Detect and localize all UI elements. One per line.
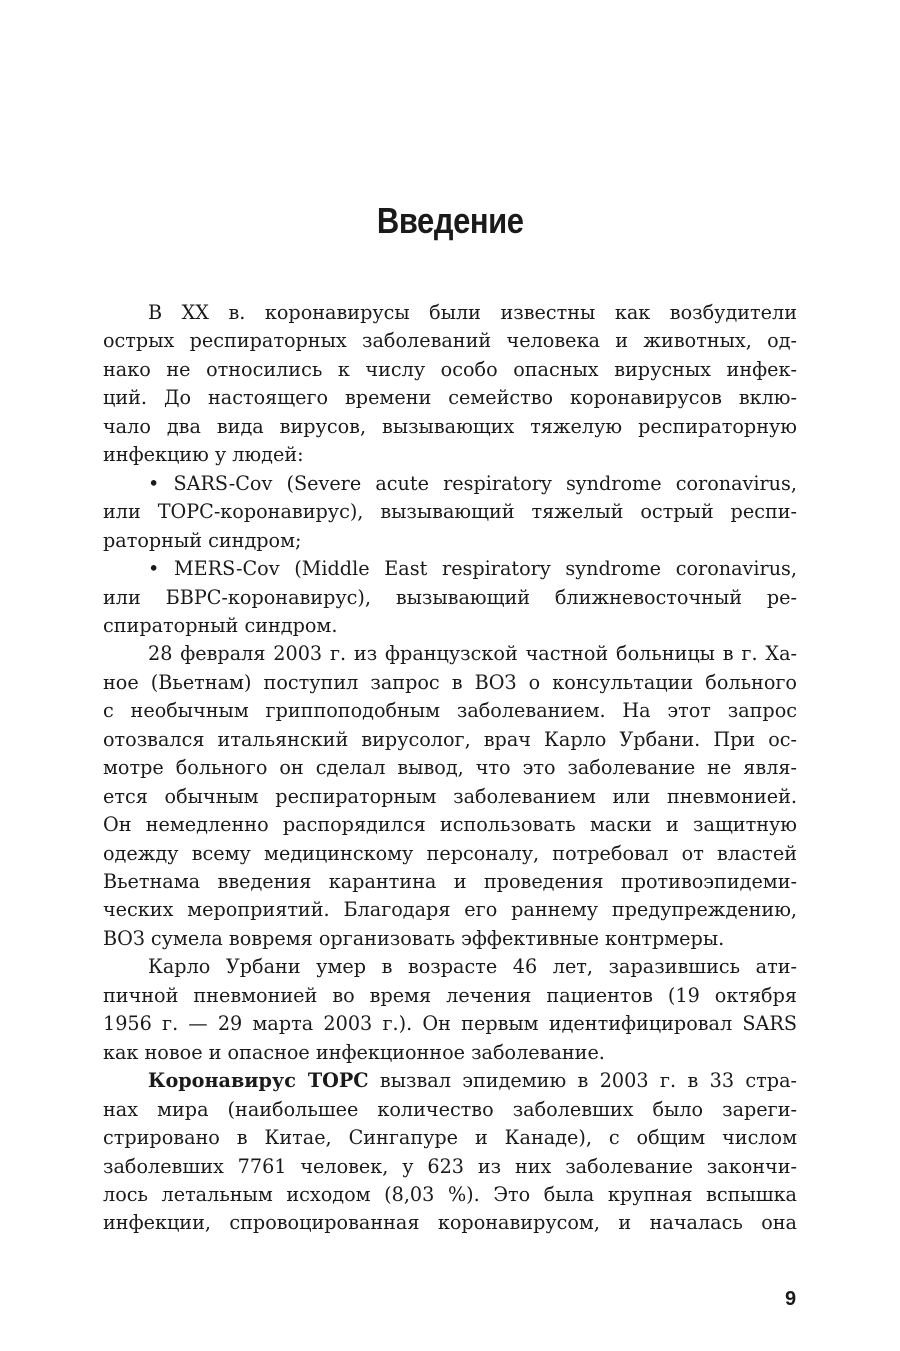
line-text: 28 февраля 2003 г. из французской частной больницы в г. Ха- <box>148 642 797 666</box>
line-text: инфекцию у людей: <box>103 443 304 467</box>
text-line <box>103 982 797 1010</box>
text-line <box>103 726 797 754</box>
line-text: отозвался итальянский вирусолог, врач Карло Урбани. При ос- <box>103 727 797 751</box>
text-line <box>148 953 797 981</box>
line-text: лось летальным исходом (8,03 %). Это была крупная вспышка <box>103 1182 797 1206</box>
line-text: стрировано в Китае, Сингапуре и Канаде), с общим числом <box>103 1126 797 1150</box>
line-text: или ТОРС-коронавирус), вызывающий тяжелый острый респи- <box>103 500 797 524</box>
text-line <box>103 612 797 640</box>
text-line <box>103 697 797 725</box>
line-text: 1956 г. — 29 марта 2003 г.). Он первым идентифицировал SARS <box>103 1012 797 1036</box>
line-text: ется обычным респираторным заболеванием или пневмонией. <box>103 784 797 808</box>
text-line <box>103 1181 797 1209</box>
text-line <box>103 384 797 412</box>
line-text: мотре больного он сделал вывод, что это заболевание не явля- <box>103 756 797 780</box>
text-line <box>103 327 797 355</box>
text-line <box>103 754 797 782</box>
bold-term: Коронавирус ТОРС <box>148 1069 369 1093</box>
line-text: или БВРС-коронавирус), вызывающий ближневосточный ре- <box>103 585 797 609</box>
line-text: ций. До настоящего времени семейство коронавирусов вклю- <box>103 386 797 410</box>
text-line <box>103 925 797 953</box>
page-title-text: Введение <box>376 200 524 241</box>
line-text: ное (Вьетнам) поступил запрос в ВОЗ о консультации больного <box>103 670 797 694</box>
line-text: вызвал эпидемию в 2003 г. в 33 стра- <box>368 1069 797 1093</box>
line-text: инфекции, спровоцированная коронавирусом, и началась она <box>103 1211 797 1235</box>
text-line <box>103 811 797 839</box>
line-text: ВОЗ сумела вовремя организовать эффективные контрмеры. <box>103 926 725 950</box>
text-line <box>103 669 797 697</box>
text-line <box>103 868 797 896</box>
line-text: нако не относились к числу особо опасных вирусных инфек- <box>103 357 797 381</box>
text-line <box>103 498 797 526</box>
text-line <box>103 896 797 924</box>
text-line <box>103 1096 797 1124</box>
line-text: одежду всему медицинскому персоналу, потребовал от властей <box>103 841 797 865</box>
text-line <box>103 441 797 469</box>
line-text: Карло Урбани умер в возрасте 46 лет, заразившись ати- <box>148 955 797 979</box>
line-text: раторный синдром; <box>103 528 302 552</box>
line-text: В XX в. коронавирусы были известны как возбудители <box>148 301 797 324</box>
line-text: Вьетнама введения карантина и проведения противоэпидеми- <box>103 870 797 893</box>
line-text: • MERS-Cov (Middle East respiratory syndrome coronavirus, <box>148 557 797 581</box>
text-line <box>103 1153 797 1181</box>
text-line <box>148 470 797 498</box>
text-line <box>103 584 797 612</box>
text-line <box>103 413 797 441</box>
line-text: чало два вида вирусов, вызывающих тяжелую респираторную <box>103 414 797 438</box>
line-text: спираторный синдром. <box>103 613 338 637</box>
line-text: Он немедленно распорядился использовать маски и защитную <box>103 813 797 837</box>
line-text: с необычным гриппоподобным заболеванием. На этот запрос <box>103 699 797 723</box>
text-line <box>103 1124 797 1152</box>
line-text: нах мира (наибольшее количество заболевших было зареги- <box>103 1097 797 1121</box>
text-line <box>148 555 797 583</box>
page-number: 9 <box>785 1288 797 1310</box>
line-text: как новое и опасное инфекционное заболевание. <box>103 1040 605 1064</box>
text-line <box>103 1039 797 1067</box>
page-title <box>0 200 900 242</box>
line-text: пичной пневмонией во время лечения пациентов (19 октября <box>103 983 797 1007</box>
text-line <box>148 1067 797 1095</box>
text-line <box>103 527 797 555</box>
line-text: острых респираторных заболеваний человека и животных, од- <box>103 329 797 353</box>
text-line <box>103 783 797 811</box>
text-line <box>103 840 797 868</box>
text-line <box>103 1010 797 1038</box>
text-line <box>148 299 797 327</box>
text-line <box>148 640 797 668</box>
line-text: заболевших 7761 человек, у 623 из них заболевание закончи- <box>103 1154 797 1178</box>
text-line <box>103 1209 797 1237</box>
line-text: • SARS-Cov (Severe acute respiratory syndrome coronavirus, <box>148 471 797 495</box>
text-line <box>103 356 797 384</box>
line-text: ческих мероприятий. Благодаря его раннему предупреждению, <box>103 898 797 922</box>
